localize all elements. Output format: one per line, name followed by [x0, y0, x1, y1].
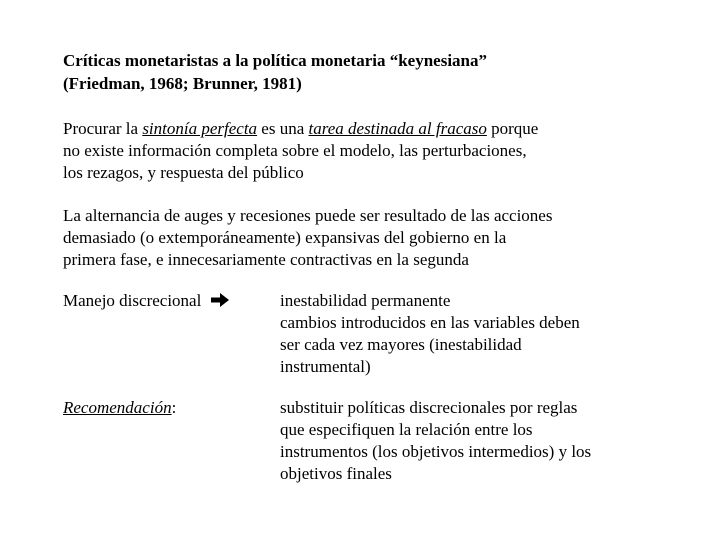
manejo-label-text: Manejo discrecional — [63, 291, 202, 310]
paragraph-alternancia-line-1: La alternancia de auges y recesiones puede ser resultado de las acciones — [63, 206, 553, 225]
recomendacion-colon: : — [171, 398, 177, 417]
recomendacion-line-3: instrumentos (los objetivos intermedios) y los — [280, 442, 592, 461]
paragraph-sintonia — [63, 118, 673, 184]
manejo-line-1: inestabilidad permanente — [280, 291, 451, 310]
manejo-line-4: instrumental) — [280, 357, 371, 376]
manejo-description — [280, 290, 650, 378]
paragraph-sintonia-line-1 — [63, 118, 673, 140]
title-line-1: Críticas monetaristas a la política monetaria “keynesiana” — [63, 51, 488, 70]
manejo-line-2: cambios introducidos en las variables deben — [280, 313, 580, 332]
paragraph-alternancia — [63, 205, 673, 271]
underlined-term-sintonia: sintonía perfecta — [142, 119, 258, 138]
text-segment: porque — [486, 119, 539, 138]
recomendacion-line-1: substituir políticas discrecionales por reglas — [280, 398, 578, 417]
recomendacion-label-text: Recomendación — [63, 398, 172, 417]
paragraph-alternancia-line-3: primera fase, e innecesariamente contractivas en la segunda — [63, 250, 469, 269]
paragraph-sintonia-line-3: los rezagos, y respuesta del público — [63, 163, 304, 182]
recomendacion-line-4: objetivos finales — [280, 464, 392, 483]
title-line-2: (Friedman, 1968; Brunner, 1981) — [63, 74, 302, 93]
paragraph-sintonia-line-2: no existe información completa sobre el modelo, las perturbaciones, — [63, 141, 527, 160]
underlined-term-tarea: tarea destinada al fracaso — [308, 119, 487, 138]
text-segment: Procurar la — [63, 119, 143, 138]
right-arrow-icon — [211, 291, 229, 313]
text-segment: es una — [257, 119, 309, 138]
recomendacion-line-2: que especifiquen la relación entre los — [280, 420, 533, 439]
recomendacion-description — [280, 397, 650, 485]
slide-title — [63, 49, 683, 95]
manejo-label — [63, 290, 273, 313]
recomendacion-label — [63, 397, 273, 419]
manejo-line-3: ser cada vez mayores (inestabilidad — [280, 335, 522, 354]
paragraph-alternancia-line-2: demasiado (o extemporáneamente) expansivas del gobierno en la — [63, 228, 507, 247]
